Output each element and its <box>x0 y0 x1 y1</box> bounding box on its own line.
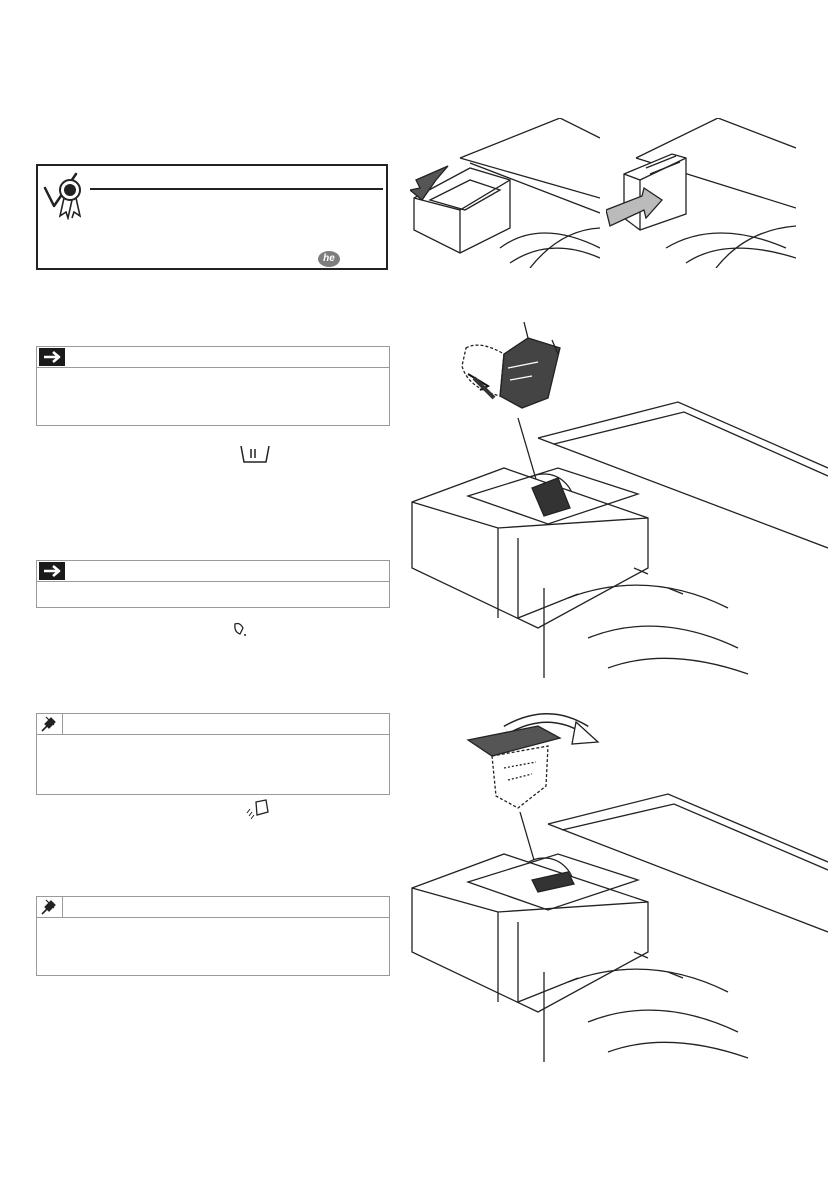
pushpin-icon <box>37 714 63 734</box>
approval-rule <box>90 188 383 190</box>
drawer-push-in-illustration <box>606 118 796 268</box>
note-header <box>37 347 389 368</box>
tip-note-box-2 <box>36 896 390 976</box>
drawer-pull-out-illustration <box>410 118 600 268</box>
note-header <box>37 561 389 582</box>
prewash-tub-icon <box>237 444 273 464</box>
note-header <box>37 714 389 735</box>
arrow-right-icon <box>39 348 65 366</box>
liquid-insert-down-illustration <box>408 318 828 678</box>
pushpin-icon <box>37 897 63 917</box>
certified-ribbon-icon <box>42 172 86 220</box>
tip-note-box-1 <box>36 713 390 795</box>
liquid-insert-up-illustration <box>408 712 828 1072</box>
info-note-box-2 <box>36 560 390 608</box>
info-note-box-1 <box>36 346 390 426</box>
arrow-right-icon <box>39 562 65 580</box>
softener-flower-icon <box>231 620 251 640</box>
liquid-detergent-icon <box>244 797 272 823</box>
note-header <box>37 897 389 918</box>
he-logo-icon: he <box>318 251 340 267</box>
